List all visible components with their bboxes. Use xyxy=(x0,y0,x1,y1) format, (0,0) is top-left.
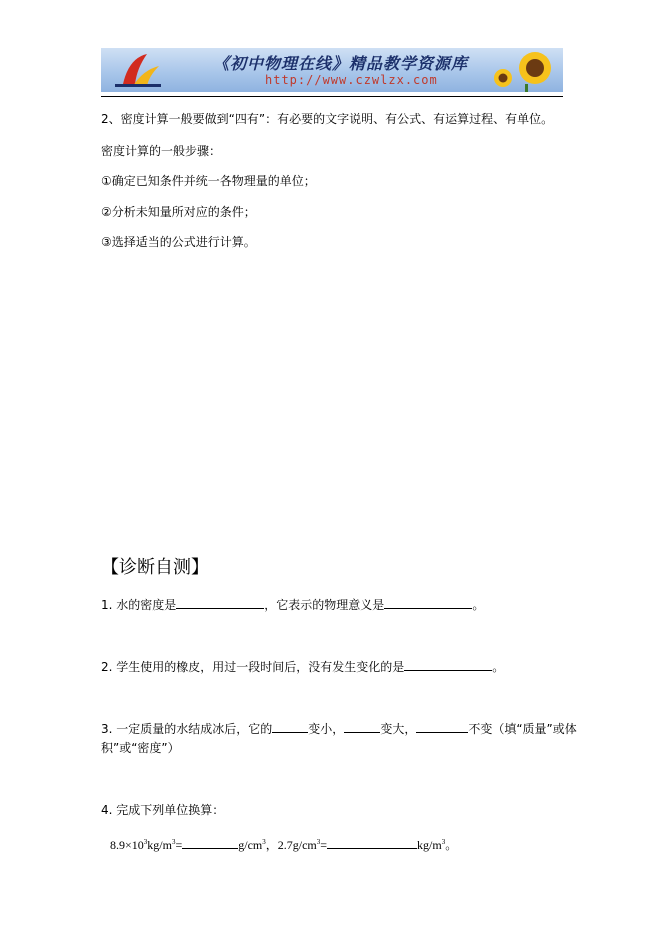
unit: kg/m xyxy=(147,838,172,852)
steps-title: 密度计算的一般步骤： xyxy=(101,144,222,158)
question-3-continued: 积”或“密度”） xyxy=(101,741,180,755)
answer-blank[interactable] xyxy=(344,720,380,733)
step-1: ①确定已知条件并统一各物理量的单位； xyxy=(101,174,316,188)
question-number: 2. xyxy=(101,660,113,674)
question-1 xyxy=(101,596,484,613)
question-text: 完成下列单位换算： xyxy=(116,803,225,817)
question-text: 水的密度是 xyxy=(116,598,177,612)
exponent: 3 xyxy=(316,838,321,846)
question-number: 3. xyxy=(101,722,113,736)
section-heading: 【诊断自测】 xyxy=(101,557,209,578)
answer-blank[interactable] xyxy=(327,836,417,849)
equals: = xyxy=(175,838,183,852)
conversion-value: ，2.7g/cm xyxy=(265,838,317,852)
exponent: 3 xyxy=(441,838,446,846)
unit: g/cm xyxy=(238,838,263,852)
equals: = xyxy=(320,838,328,852)
sunflower-icon xyxy=(473,48,563,92)
banner-url: http://www.czwlzx.com xyxy=(265,73,438,87)
step-2: ②分析未知量所对应的条件； xyxy=(101,205,256,219)
header-banner xyxy=(101,48,563,92)
intro-line-1: 2、密度计算一般要做到“四有”：有必要的文字说明、有公式、有运算过程、有单位。 xyxy=(101,112,554,126)
answer-blank[interactable] xyxy=(176,596,264,609)
step-3: ③选择适当的公式进行计算。 xyxy=(101,235,256,249)
question-text: 变大， xyxy=(380,722,417,736)
exponent: 3 xyxy=(171,838,176,846)
banner-title: 《初中物理在线》精品教学资源库 xyxy=(213,54,469,73)
period: 。 xyxy=(445,838,458,852)
question-number: 4. xyxy=(101,803,113,817)
unit: kg/m xyxy=(417,838,442,852)
answer-blank[interactable] xyxy=(272,720,308,733)
question-4 xyxy=(101,802,224,818)
question-number: 1. xyxy=(101,598,113,612)
exponent: 3 xyxy=(262,838,266,846)
question-text: 。 xyxy=(472,598,485,612)
site-logo xyxy=(101,48,171,92)
conversion-value: 8.9×10 xyxy=(110,838,144,852)
answer-blank[interactable] xyxy=(182,836,238,849)
question-text: 变小， xyxy=(308,722,345,736)
question-2 xyxy=(101,658,504,675)
answer-blank[interactable] xyxy=(384,596,472,609)
question-text: ，它表示的物理意义是 xyxy=(264,598,385,612)
question-3 xyxy=(101,720,577,737)
exponent: 3 xyxy=(143,838,148,846)
header-rule xyxy=(101,96,563,97)
question-text: 一定质量的水结成冰后，它的 xyxy=(116,722,273,736)
answer-blank[interactable] xyxy=(416,720,468,733)
question-text: 学生使用的橡皮，用过一段时间后，没有发生变化的是 xyxy=(116,660,405,674)
question-4-conversions xyxy=(110,834,457,853)
question-text: 不变（填“质量”或体 xyxy=(468,722,577,736)
answer-blank[interactable] xyxy=(404,658,492,671)
question-text: 。 xyxy=(492,660,505,674)
